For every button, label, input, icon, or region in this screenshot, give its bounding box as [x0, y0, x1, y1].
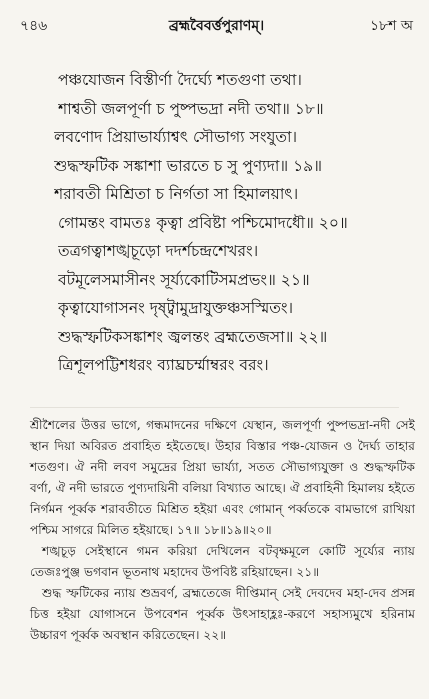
- verse-line: গোমন্তং বামতঃ কৃত্বা প্রবিষ্টা পশ্চিমোদধৌ॥ ২০॥: [58, 213, 348, 232]
- book-title: ব্রহ্মবৈবর্ত্তপুরাণম্।: [168, 18, 265, 34]
- chapter-label: ১৮শ অ: [369, 18, 413, 34]
- verse-line: পঞ্চযোজন বিস্তীর্ণা দৈর্ঘ্যে শতগুণা তথা।: [58, 71, 302, 89]
- bengali-commentary: [30, 415, 415, 646]
- verse-line: কৃত্বাযোগাসনং দৃষ্ট্বামুদ্রাযুক্তঞ্চসস্মিতং।: [58, 299, 294, 317]
- verse-line: বটমূলেসমাসীনং সূর্য্যকোটিসমপ্রভং॥ ২১॥: [58, 270, 310, 289]
- verse-line: শরাবতী মিশ্রিতা চ নির্গতা সা হিমালয়াৎ।: [54, 185, 299, 203]
- verse-line: তত্রগত্বাশঙ্খচূড়ো দদর্শচন্দ্রশেখরং।: [58, 242, 259, 260]
- verse-line: শুদ্ধস্ফটিক সঙ্কাশা ভারতে চ সু পুণ্যদা॥ ১৯॥: [54, 156, 322, 175]
- verse-line: লবণোদ প্রিয়াভার্য্যাশ্বৎ সৌভাগ্য সংযুতা।: [54, 128, 298, 146]
- verse-line: ত্রিশূলপট্টিশধরং ব্যাঘ্রচর্ম্মাম্বরং বরং।: [58, 356, 269, 374]
- verse-line: শুদ্ধস্ফটিকসঙ্কাশং জ্বলন্তং ব্রহ্মতেজসা॥ ২২॥: [58, 327, 328, 346]
- page-header: [20, 14, 413, 36]
- commentary-paragraph: শুদ্ধ স্ফটিকের ন্যায় শুভ্রবর্ণ, ব্রহ্মতেজে দীপ্তিমান্ সেই দেবদেব মহা-দেব প্রসন্ন চিত্ত হইয়া যোগাসনে উপবেশন পূর্ব্বক উৎসাহাহ্লঃ-করণে সহাস্যমুখে হরিনাম উচ্চারণ পূর্ব্বক অবস্থান করিতেছেন। ২২॥: [30, 586, 415, 642]
- commentary-paragraph: শঙ্খচূড় সেইস্থানে গমন করিয়া দেখিলেন বটবৃক্ষমূলে কোটি সূর্য্যের ন্যায় তেজঃপুঞ্জ ভগবান ভূতনাথ মহাদেব উপবিষ্ট রহিয়াছেন। ২১॥: [30, 544, 415, 579]
- section-divider: [30, 407, 399, 408]
- page-number: ৭৪৬: [20, 18, 48, 34]
- verse-line: শাশ্বতী জলপূর্ণা চ পুষ্পভদ্রা নদী তথা॥ ১৮॥: [58, 99, 324, 118]
- commentary-paragraph: শ্রীশৈলের উত্তর ভাগে, গন্ধমাদনের দক্ষিণে যেস্থান, জলপূর্ণা পুষ্পভদ্রা-নদী সেই স্থান দিয়া অবিরত প্রবাহিত হইতেছে। উহার বিস্তার পঞ্চ-যোজন ও দৈর্ঘ্য তাহার শতগুণ। ঐ নদী লবণ সমুদ্রের প্রিয়া ভার্য্যা, সতত সৌভাগ্যযুক্তা ও শুদ্ধস্ফটিক বর্ণা, ঐ নদী ভারতে পুণ্যদায়িনী বলিয়া বিখ্যাত আছে। ঐ প্রবাহিনী হিমালয় হইতে নির্গমন পূর্ব্বক শরাবতীতে মিশ্রিত হইয়া এবং গোমান্ পর্ব্বতকে বামভাগে রাখিয়া পশ্চিম সাগরে মিলিত হইয়াছে। ১৭॥ ১৮॥১৯॥২০॥: [30, 418, 415, 537]
- sanskrit-verses: [54, 66, 417, 380]
